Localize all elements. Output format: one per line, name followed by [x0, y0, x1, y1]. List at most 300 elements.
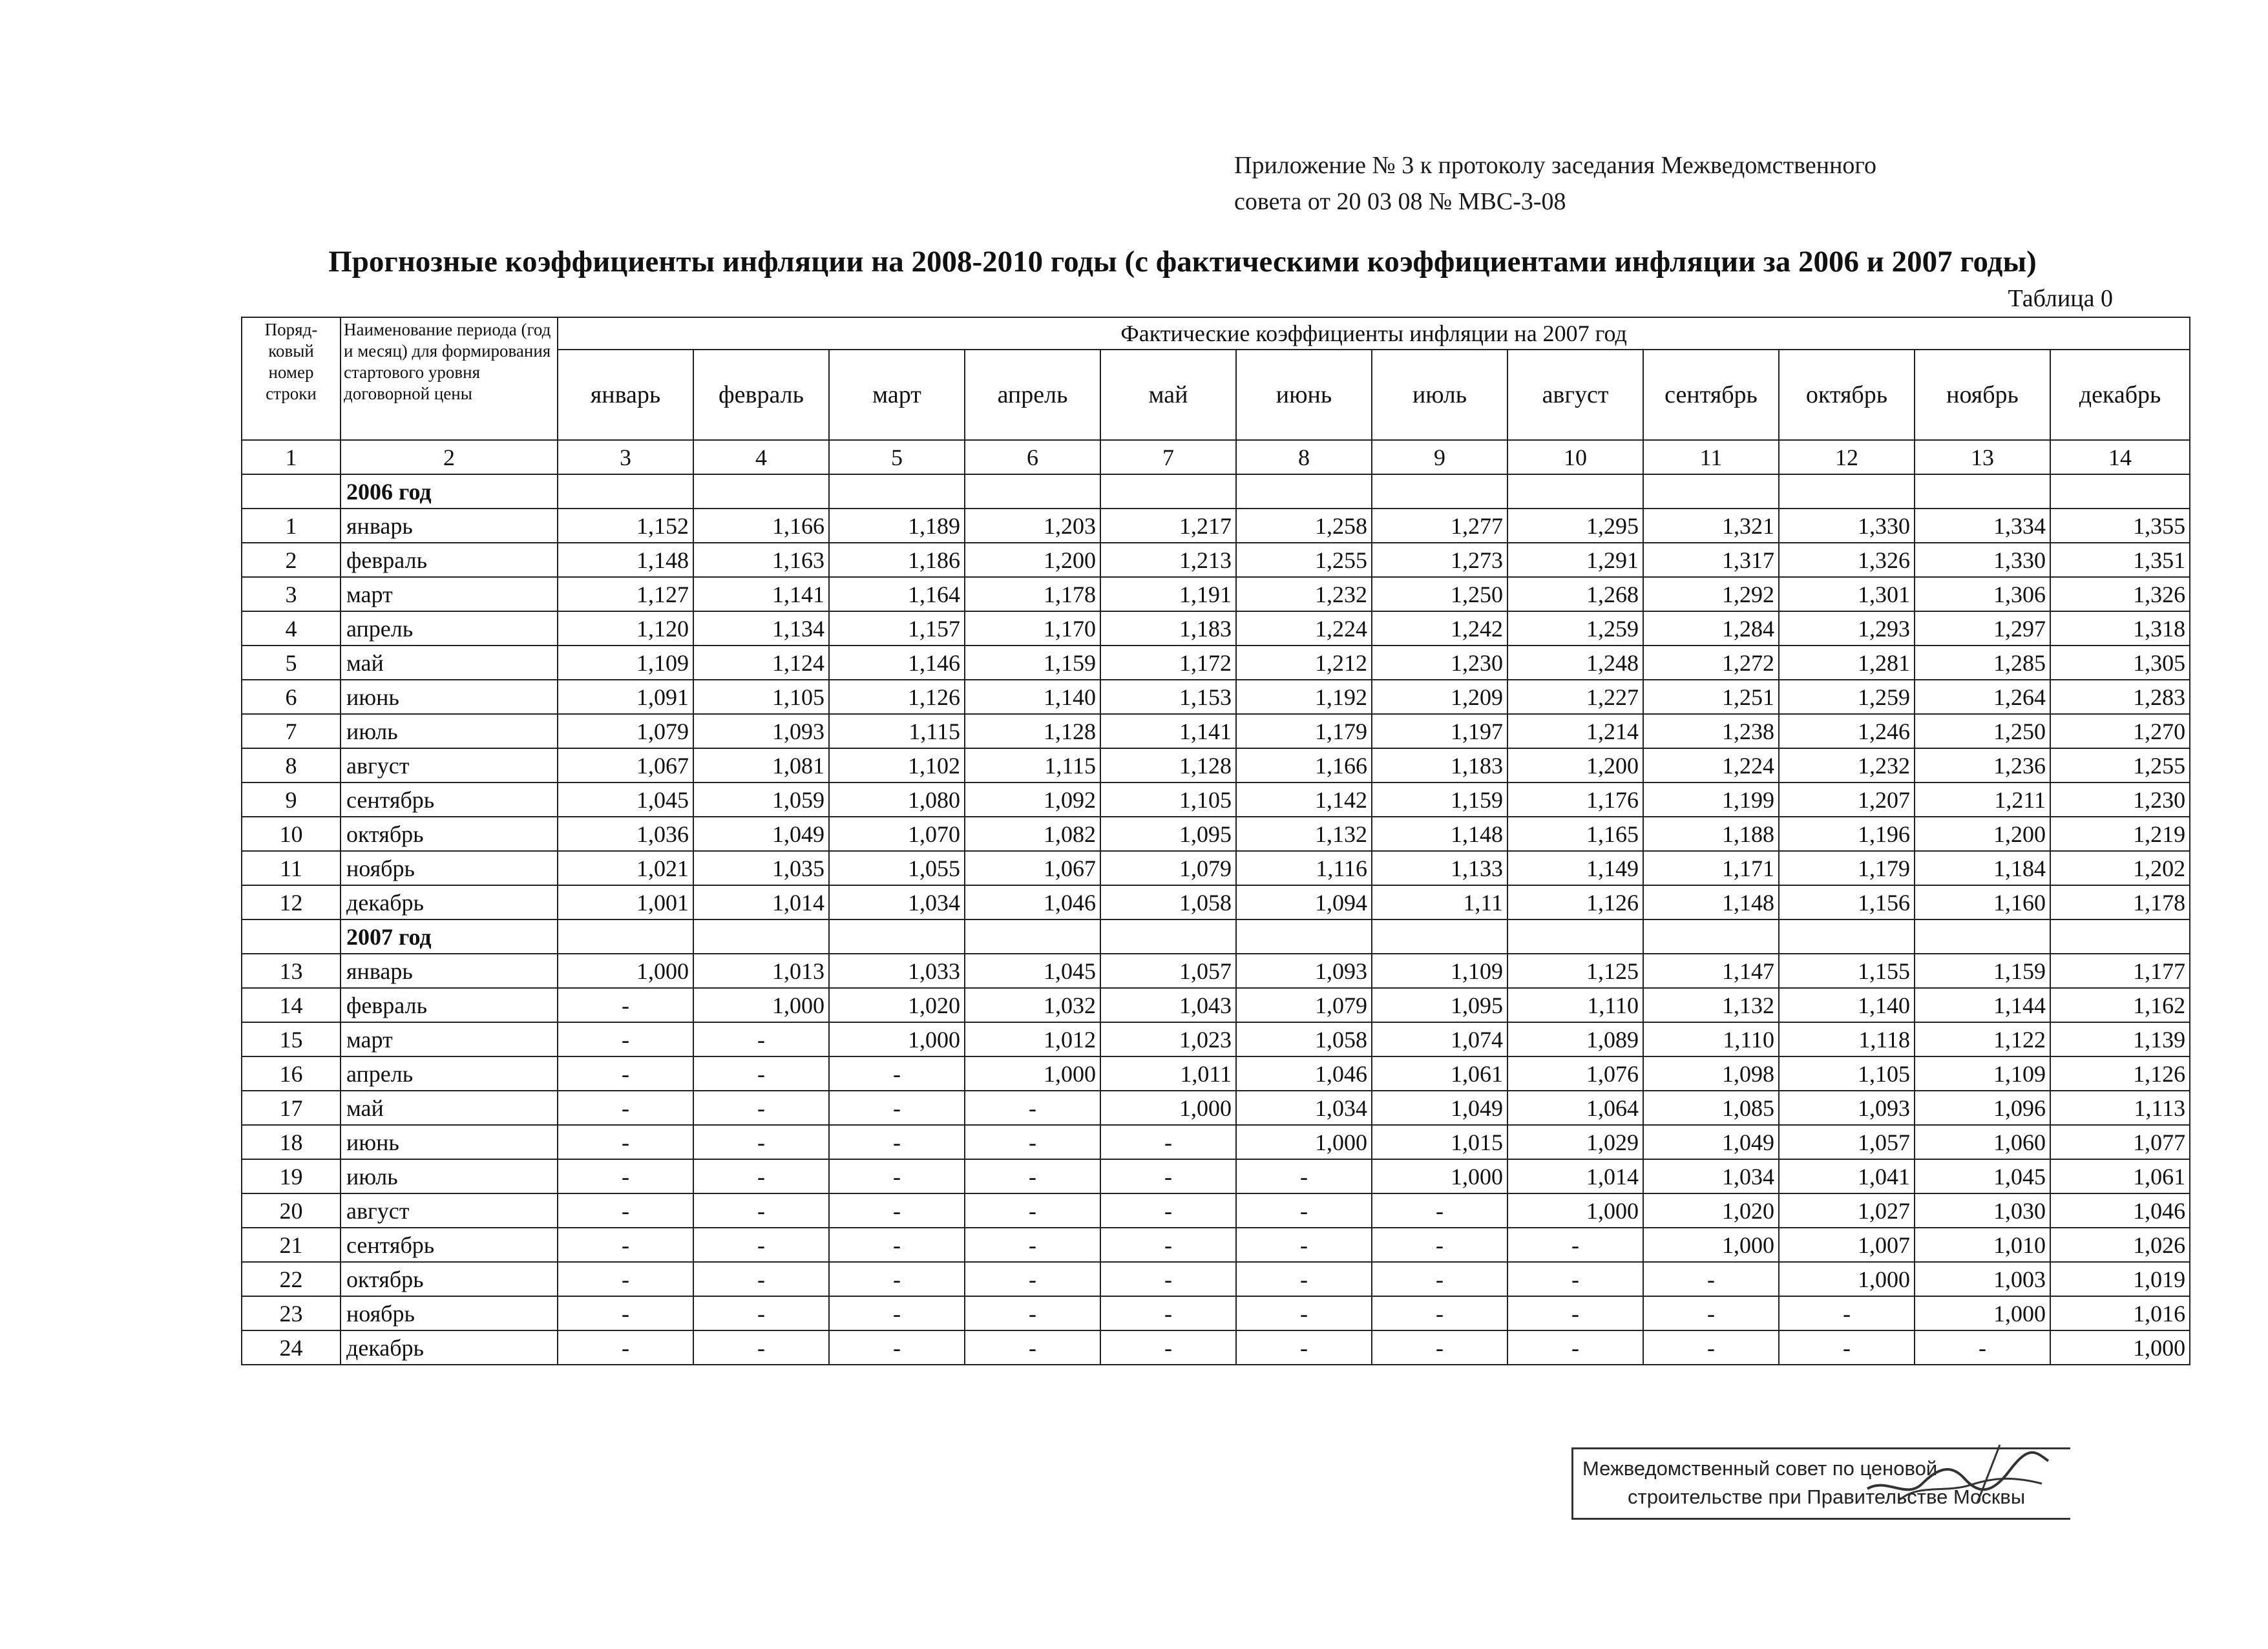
period-label: ноябрь [341, 1296, 558, 1330]
coefficient-cell: - [1507, 1330, 1643, 1365]
coefficient-cell [2050, 474, 2190, 509]
coefficient-cell: 1,305 [2050, 646, 2190, 680]
coefficient-cell: 1,236 [1915, 748, 2050, 782]
coefficient-cell: 1,213 [1100, 543, 1236, 577]
coefficient-cell: 1,183 [1100, 611, 1236, 646]
period-label: июль [341, 714, 558, 748]
coefficient-cell: 1,148 [558, 543, 693, 577]
coefficient-cell: 1,094 [1236, 885, 1372, 919]
coefficient-cell: 1,000 [965, 1056, 1100, 1091]
coefficient-cell: 1,199 [1643, 782, 1779, 817]
coefficient-cell: - [558, 1056, 693, 1091]
coefficient-cell: 1,027 [1779, 1193, 1915, 1228]
coefficient-cell: 1,301 [1779, 577, 1915, 611]
coefficient-cell: 1,188 [1643, 817, 1779, 851]
coefficient-cell: 1,035 [693, 851, 829, 885]
coefficient-cell: - [1100, 1296, 1236, 1330]
row-number: 11 [242, 851, 341, 885]
table-row [242, 509, 2190, 543]
table-row [242, 1296, 2190, 1330]
inflation-coefficients-table [241, 317, 2190, 1365]
coefficient-cell: 1,248 [1507, 646, 1643, 680]
coefficient-cell [829, 474, 965, 509]
coefficient-cell: 1,255 [1236, 543, 1372, 577]
period-label: апрель [341, 611, 558, 646]
column-number: 13 [1915, 440, 2050, 474]
column-number: 7 [1100, 440, 1236, 474]
coefficient-cell: 1,297 [1915, 611, 2050, 646]
header-month: февраль [693, 350, 829, 440]
coefficient-cell: 1,120 [558, 611, 693, 646]
table-row [242, 1193, 2190, 1228]
period-label: июнь [341, 1125, 558, 1159]
coefficient-cell: 1,016 [2050, 1296, 2190, 1330]
coefficient-cell: 1,318 [2050, 611, 2190, 646]
coefficient-cell: 1,165 [1507, 817, 1643, 851]
coefficient-cell: - [558, 1022, 693, 1056]
column-number: 9 [1372, 440, 1507, 474]
coefficient-cell: - [829, 1296, 965, 1330]
row-number: 3 [242, 577, 341, 611]
column-number: 6 [965, 440, 1100, 474]
table-row [242, 1056, 2190, 1091]
table-row [242, 954, 2190, 988]
coefficient-cell: 1,306 [1915, 577, 2050, 611]
coefficient-cell: 1,283 [2050, 680, 2190, 714]
coefficient-cell: - [1507, 1262, 1643, 1296]
coefficient-cell: 1,211 [1915, 782, 2050, 817]
header-group: Фактические коэффициенты инфляции на 2007 год [558, 317, 2190, 350]
coefficient-cell: - [829, 1056, 965, 1091]
coefficient-cell: 1,115 [829, 714, 965, 748]
coefficient-cell: - [1507, 1296, 1643, 1330]
coefficient-cell: 1,105 [1779, 1056, 1915, 1091]
coefficient-cell: 1,128 [1100, 748, 1236, 782]
coefficient-cell: 1,021 [558, 851, 693, 885]
table-row [242, 1330, 2190, 1365]
coefficient-cell: 1,036 [558, 817, 693, 851]
table-row [242, 1262, 2190, 1296]
header-month: май [1100, 350, 1236, 440]
document-title: Прогнозные коэффициенты инфляции на 2008-2010 годы (с фактическими коэффициентами инфляции за 2006 и 2007 годы) [328, 245, 2037, 278]
coefficient-cell: 1,140 [1779, 988, 1915, 1022]
column-number: 4 [693, 440, 829, 474]
coefficient-cell: 1,200 [965, 543, 1100, 577]
coefficient-cell: - [829, 1091, 965, 1125]
coefficient-cell: 1,133 [1372, 851, 1507, 885]
period-label: декабрь [341, 885, 558, 919]
coefficient-cell: 1,095 [1372, 988, 1507, 1022]
coefficient-cell: 1,034 [1236, 1091, 1372, 1125]
coefficient-cell [1643, 474, 1779, 509]
coefficient-cell: 1,127 [558, 577, 693, 611]
table-row [242, 748, 2190, 782]
coefficient-cell: 1,115 [965, 748, 1100, 782]
coefficient-cell: 1,045 [1915, 1159, 2050, 1193]
coefficient-cell: 1,166 [693, 509, 829, 543]
coefficient-cell: 1,141 [1100, 714, 1236, 748]
coefficient-cell: - [1372, 1330, 1507, 1365]
coefficient-cell: 1,178 [965, 577, 1100, 611]
coefficient-cell: 1,139 [2050, 1022, 2190, 1056]
year-row [242, 474, 2190, 509]
coefficient-cell: 1,077 [2050, 1125, 2190, 1159]
coefficient-cell: 1,013 [693, 954, 829, 988]
coefficient-cell: - [1236, 1193, 1372, 1228]
coefficient-cell: - [1643, 1296, 1779, 1330]
row-number: 12 [242, 885, 341, 919]
coefficient-cell: - [1236, 1159, 1372, 1193]
coefficient-cell: 1,000 [693, 988, 829, 1022]
coefficient-cell: 1,012 [965, 1022, 1100, 1056]
coefficient-cell: 1,214 [1507, 714, 1643, 748]
coefficient-cell: 1,020 [1643, 1193, 1779, 1228]
coefficient-cell: 1,242 [1372, 611, 1507, 646]
coefficient-cell: 1,197 [1372, 714, 1507, 748]
coefficient-cell: - [829, 1262, 965, 1296]
coefficient-cell: 1,160 [1915, 885, 2050, 919]
coefficient-cell: - [1372, 1193, 1507, 1228]
coefficient-cell [693, 474, 829, 509]
coefficient-cell: - [1100, 1159, 1236, 1193]
coefficient-cell: 1,109 [558, 646, 693, 680]
header-month: апрель [965, 350, 1100, 440]
coefficient-cell: 1,074 [1372, 1022, 1507, 1056]
coefficient-cell: 1,064 [1507, 1091, 1643, 1125]
table-row [242, 714, 2190, 748]
coefficient-cell: 1,110 [1643, 1022, 1779, 1056]
coefficient-cell: 1,227 [1507, 680, 1643, 714]
coefficient-cell: 1,177 [2050, 954, 2190, 988]
coefficient-cell: 1,326 [2050, 577, 2190, 611]
coefficient-cell: 1,277 [1372, 509, 1507, 543]
header-month: июнь [1236, 350, 1372, 440]
column-number: 1 [242, 440, 341, 474]
coefficient-cell: 1,295 [1507, 509, 1643, 543]
coefficient-cell: - [965, 1091, 1100, 1125]
coefficient-cell: 1,178 [2050, 885, 2190, 919]
coefficient-cell: 1,230 [1372, 646, 1507, 680]
coefficient-cell: 1,166 [1236, 748, 1372, 782]
coefficient-cell [558, 919, 693, 954]
column-number-row [242, 440, 2190, 474]
coefficient-cell: 1,030 [1915, 1193, 2050, 1228]
coefficient-cell: 1,157 [829, 611, 965, 646]
row-number: 23 [242, 1296, 341, 1330]
coefficient-cell: 1,284 [1643, 611, 1779, 646]
coefficient-cell: - [1779, 1296, 1915, 1330]
coefficient-cell: 1,212 [1236, 646, 1372, 680]
coefficient-cell: 1,334 [1915, 509, 2050, 543]
table-row [242, 646, 2190, 680]
coefficient-cell [1779, 919, 1915, 954]
coefficient-cell: 1,355 [2050, 509, 2190, 543]
coefficient-cell: 1,000 [1507, 1193, 1643, 1228]
row-number: 5 [242, 646, 341, 680]
stamp-line-1: Межведомственный совет по ценовой [1582, 1457, 1938, 1480]
table-row [242, 1091, 2190, 1125]
coefficient-cell: 1,259 [1779, 680, 1915, 714]
coefficient-cell: - [829, 1125, 965, 1159]
coefficient-cell [1372, 919, 1507, 954]
coefficient-cell: 1,046 [1236, 1056, 1372, 1091]
coefficient-cell: 1,095 [1100, 817, 1236, 851]
coefficient-cell: 1,330 [1915, 543, 2050, 577]
coefficient-cell: 1,023 [1100, 1022, 1236, 1056]
coefficient-cell: - [965, 1159, 1100, 1193]
coefficient-cell: - [1372, 1296, 1507, 1330]
coefficient-cell: - [965, 1228, 1100, 1262]
coefficient-cell [965, 919, 1100, 954]
period-label: апрель [341, 1056, 558, 1091]
table-row [242, 577, 2190, 611]
coefficient-cell: 1,110 [1507, 988, 1643, 1022]
column-number: 5 [829, 440, 965, 474]
row-number: 21 [242, 1228, 341, 1262]
column-number: 12 [1779, 440, 1915, 474]
period-label: декабрь [341, 1330, 558, 1365]
coefficient-cell [829, 919, 965, 954]
coefficient-cell: - [1100, 1125, 1236, 1159]
coefficient-cell: 1,058 [1236, 1022, 1372, 1056]
coefficient-cell: 1,105 [1100, 782, 1236, 817]
coefficient-cell: 1,281 [1779, 646, 1915, 680]
coefficient-cell: 1,132 [1643, 988, 1779, 1022]
period-label: май [341, 646, 558, 680]
coefficient-cell: 1,183 [1372, 748, 1507, 782]
coefficient-cell: 1,109 [1372, 954, 1507, 988]
table-row [242, 885, 2190, 919]
header-month: октябрь [1779, 350, 1915, 440]
coefficient-cell: 1,149 [1507, 851, 1643, 885]
period-label: ноябрь [341, 851, 558, 885]
coefficient-cell: 1,093 [1779, 1091, 1915, 1125]
coefficient-cell: 1,147 [1643, 954, 1779, 988]
coefficient-cell: 1,102 [829, 748, 965, 782]
coefficient-cell: - [1643, 1330, 1779, 1365]
row-number: 8 [242, 748, 341, 782]
coefficient-cell [1100, 919, 1236, 954]
coefficient-cell: - [558, 988, 693, 1022]
coefficient-cell: 1,080 [829, 782, 965, 817]
coefficient-cell: - [693, 1056, 829, 1091]
coefficient-cell [1915, 474, 2050, 509]
coefficient-cell: 1,118 [1779, 1022, 1915, 1056]
coefficient-cell: 1,067 [965, 851, 1100, 885]
appendix-line-2: совета от 20 03 08 № МВС-3-08 [1234, 188, 1566, 215]
column-number: 14 [2050, 440, 2190, 474]
coefficient-cell: 1,140 [965, 680, 1100, 714]
header-month: январь [558, 350, 693, 440]
coefficient-cell: - [693, 1091, 829, 1125]
coefficient-cell: 1,172 [1100, 646, 1236, 680]
coefficient-cell: 1,001 [558, 885, 693, 919]
coefficient-cell: 1,113 [2050, 1091, 2190, 1125]
coefficient-cell [1507, 919, 1643, 954]
coefficient-cell: 1,067 [558, 748, 693, 782]
coefficient-cell [2050, 919, 2190, 954]
coefficient-cell: - [1372, 1228, 1507, 1262]
coefficient-cell: - [693, 1330, 829, 1365]
header-month: июль [1372, 350, 1507, 440]
coefficient-cell: 1,219 [2050, 817, 2190, 851]
coefficient-cell: 1,159 [1915, 954, 2050, 988]
coefficient-cell: 1,192 [1236, 680, 1372, 714]
coefficient-cell: 1,026 [2050, 1228, 2190, 1262]
coefficient-cell: - [693, 1296, 829, 1330]
coefficient-cell: 1,045 [965, 954, 1100, 988]
coefficient-cell: 1,258 [1236, 509, 1372, 543]
coefficient-cell: 1,200 [1507, 748, 1643, 782]
appendix-line-1: Приложение № 3 к протоколу заседания Межведомственного [1234, 152, 1877, 179]
coefficient-cell: 1,196 [1779, 817, 1915, 851]
coefficient-cell: - [558, 1091, 693, 1125]
coefficient-cell: - [829, 1228, 965, 1262]
coefficient-cell: 1,148 [1643, 885, 1779, 919]
coefficient-cell: - [1100, 1193, 1236, 1228]
coefficient-cell: 1,096 [1915, 1091, 2050, 1125]
coefficient-cell: 1,000 [558, 954, 693, 988]
header-period: Наименование периода (год и месяц) для формирования стартового уровня договорной цены [341, 317, 558, 440]
coefficient-cell: 1,093 [693, 714, 829, 748]
table-row [242, 1022, 2190, 1056]
coefficient-cell: 1,291 [1507, 543, 1643, 577]
row-number: 15 [242, 1022, 341, 1056]
coefficient-cell: 1,163 [693, 543, 829, 577]
column-number: 2 [341, 440, 558, 474]
table-label: Таблица 0 [2008, 285, 2113, 312]
coefficient-cell: 1,000 [1779, 1262, 1915, 1296]
coefficient-cell: 1,124 [693, 646, 829, 680]
coefficient-cell: 1,203 [965, 509, 1100, 543]
coefficient-cell: 1,081 [693, 748, 829, 782]
coefficient-cell: 1,079 [1236, 988, 1372, 1022]
coefficient-cell: 1,268 [1507, 577, 1643, 611]
row-number: 19 [242, 1159, 341, 1193]
coefficient-cell: 1,246 [1779, 714, 1915, 748]
row-number: 22 [242, 1262, 341, 1296]
coefficient-cell: 1,055 [829, 851, 965, 885]
coefficient-cell: 1,251 [1643, 680, 1779, 714]
header-month: сентябрь [1643, 350, 1779, 440]
coefficient-cell: - [558, 1228, 693, 1262]
coefficient-cell: 1,326 [1779, 543, 1915, 577]
coefficient-cell: 1,014 [1507, 1159, 1643, 1193]
table-row [242, 1125, 2190, 1159]
coefficient-cell: 1,184 [1915, 851, 2050, 885]
coefficient-cell: - [1779, 1330, 1915, 1365]
coefficient-cell: - [1236, 1228, 1372, 1262]
period-label: 2006 год [341, 474, 558, 509]
coefficient-cell: - [1236, 1296, 1372, 1330]
coefficient-cell: 1,000 [1372, 1159, 1507, 1193]
period-label: февраль [341, 543, 558, 577]
row-number: 16 [242, 1056, 341, 1091]
coefficient-cell: - [965, 1330, 1100, 1365]
coefficient-cell: - [693, 1228, 829, 1262]
coefficient-cell: 1,351 [2050, 543, 2190, 577]
row-number [242, 919, 341, 954]
coefficient-cell: 1,230 [2050, 782, 2190, 817]
table-row [242, 680, 2190, 714]
coefficient-cell: 1,155 [1779, 954, 1915, 988]
table-row [242, 543, 2190, 577]
coefficient-cell: 1,000 [829, 1022, 965, 1056]
period-label: сентябрь [341, 782, 558, 817]
row-number: 2 [242, 543, 341, 577]
coefficient-cell: 1,079 [558, 714, 693, 748]
coefficient-cell: 1,238 [1643, 714, 1779, 748]
period-label: февраль [341, 988, 558, 1022]
coefficient-cell: 1,046 [965, 885, 1100, 919]
coefficient-cell: 1,079 [1100, 851, 1236, 885]
header-month: ноябрь [1915, 350, 2050, 440]
coefficient-cell: 1,224 [1236, 611, 1372, 646]
coefficient-cell: - [829, 1330, 965, 1365]
table-body [242, 474, 2190, 1365]
coefficient-cell: 1,264 [1915, 680, 2050, 714]
coefficient-cell: - [1100, 1330, 1236, 1365]
coefficient-cell: 1,057 [1779, 1125, 1915, 1159]
table-row [242, 611, 2190, 646]
coefficient-cell: - [558, 1330, 693, 1365]
coefficient-cell: 1,200 [1915, 817, 2050, 851]
coefficient-cell: 1,085 [1643, 1091, 1779, 1125]
coefficient-cell: 1,092 [965, 782, 1100, 817]
coefficient-cell: 1,250 [1915, 714, 2050, 748]
coefficient-cell: 1,000 [1236, 1125, 1372, 1159]
coefficient-cell: - [965, 1296, 1100, 1330]
period-label: июль [341, 1159, 558, 1193]
coefficient-cell: 1,159 [1372, 782, 1507, 817]
table-row [242, 1159, 2190, 1193]
coefficient-cell: 1,000 [1643, 1228, 1779, 1262]
row-number: 1 [242, 509, 341, 543]
coefficient-cell [1100, 474, 1236, 509]
coefficient-cell: 1,285 [1915, 646, 2050, 680]
column-number: 11 [1643, 440, 1779, 474]
coefficient-cell: 1,076 [1507, 1056, 1643, 1091]
coefficient-cell: - [558, 1125, 693, 1159]
coefficient-cell: 1,049 [1643, 1125, 1779, 1159]
coefficient-cell: - [829, 1193, 965, 1228]
table-row [242, 817, 2190, 851]
coefficient-cell: 1,164 [829, 577, 965, 611]
coefficient-cell: 1,058 [1100, 885, 1236, 919]
row-number: 7 [242, 714, 341, 748]
coefficient-cell: 1,126 [2050, 1056, 2190, 1091]
coefficient-cell: 1,033 [829, 954, 965, 988]
coefficient-cell: 1,144 [1915, 988, 2050, 1022]
row-number: 18 [242, 1125, 341, 1159]
coefficient-cell: 1,061 [2050, 1159, 2190, 1193]
coefficient-cell: 1,179 [1236, 714, 1372, 748]
coefficient-cell: 1,126 [829, 680, 965, 714]
coefficient-cell: 1,032 [965, 988, 1100, 1022]
year-row [242, 919, 2190, 954]
coefficient-cell: 1,020 [829, 988, 965, 1022]
coefficient-cell: 1,093 [1236, 954, 1372, 988]
coefficient-cell: 1,273 [1372, 543, 1507, 577]
coefficient-cell: 1,330 [1779, 509, 1915, 543]
coefficient-cell: 1,272 [1643, 646, 1779, 680]
coefficient-cell: 1,207 [1779, 782, 1915, 817]
coefficient-cell: 1,128 [965, 714, 1100, 748]
coefficient-cell: 1,000 [1915, 1296, 2050, 1330]
coefficient-cell: 1,179 [1779, 851, 1915, 885]
table-row [242, 1228, 2190, 1262]
coefficient-cell: 1,255 [2050, 748, 2190, 782]
